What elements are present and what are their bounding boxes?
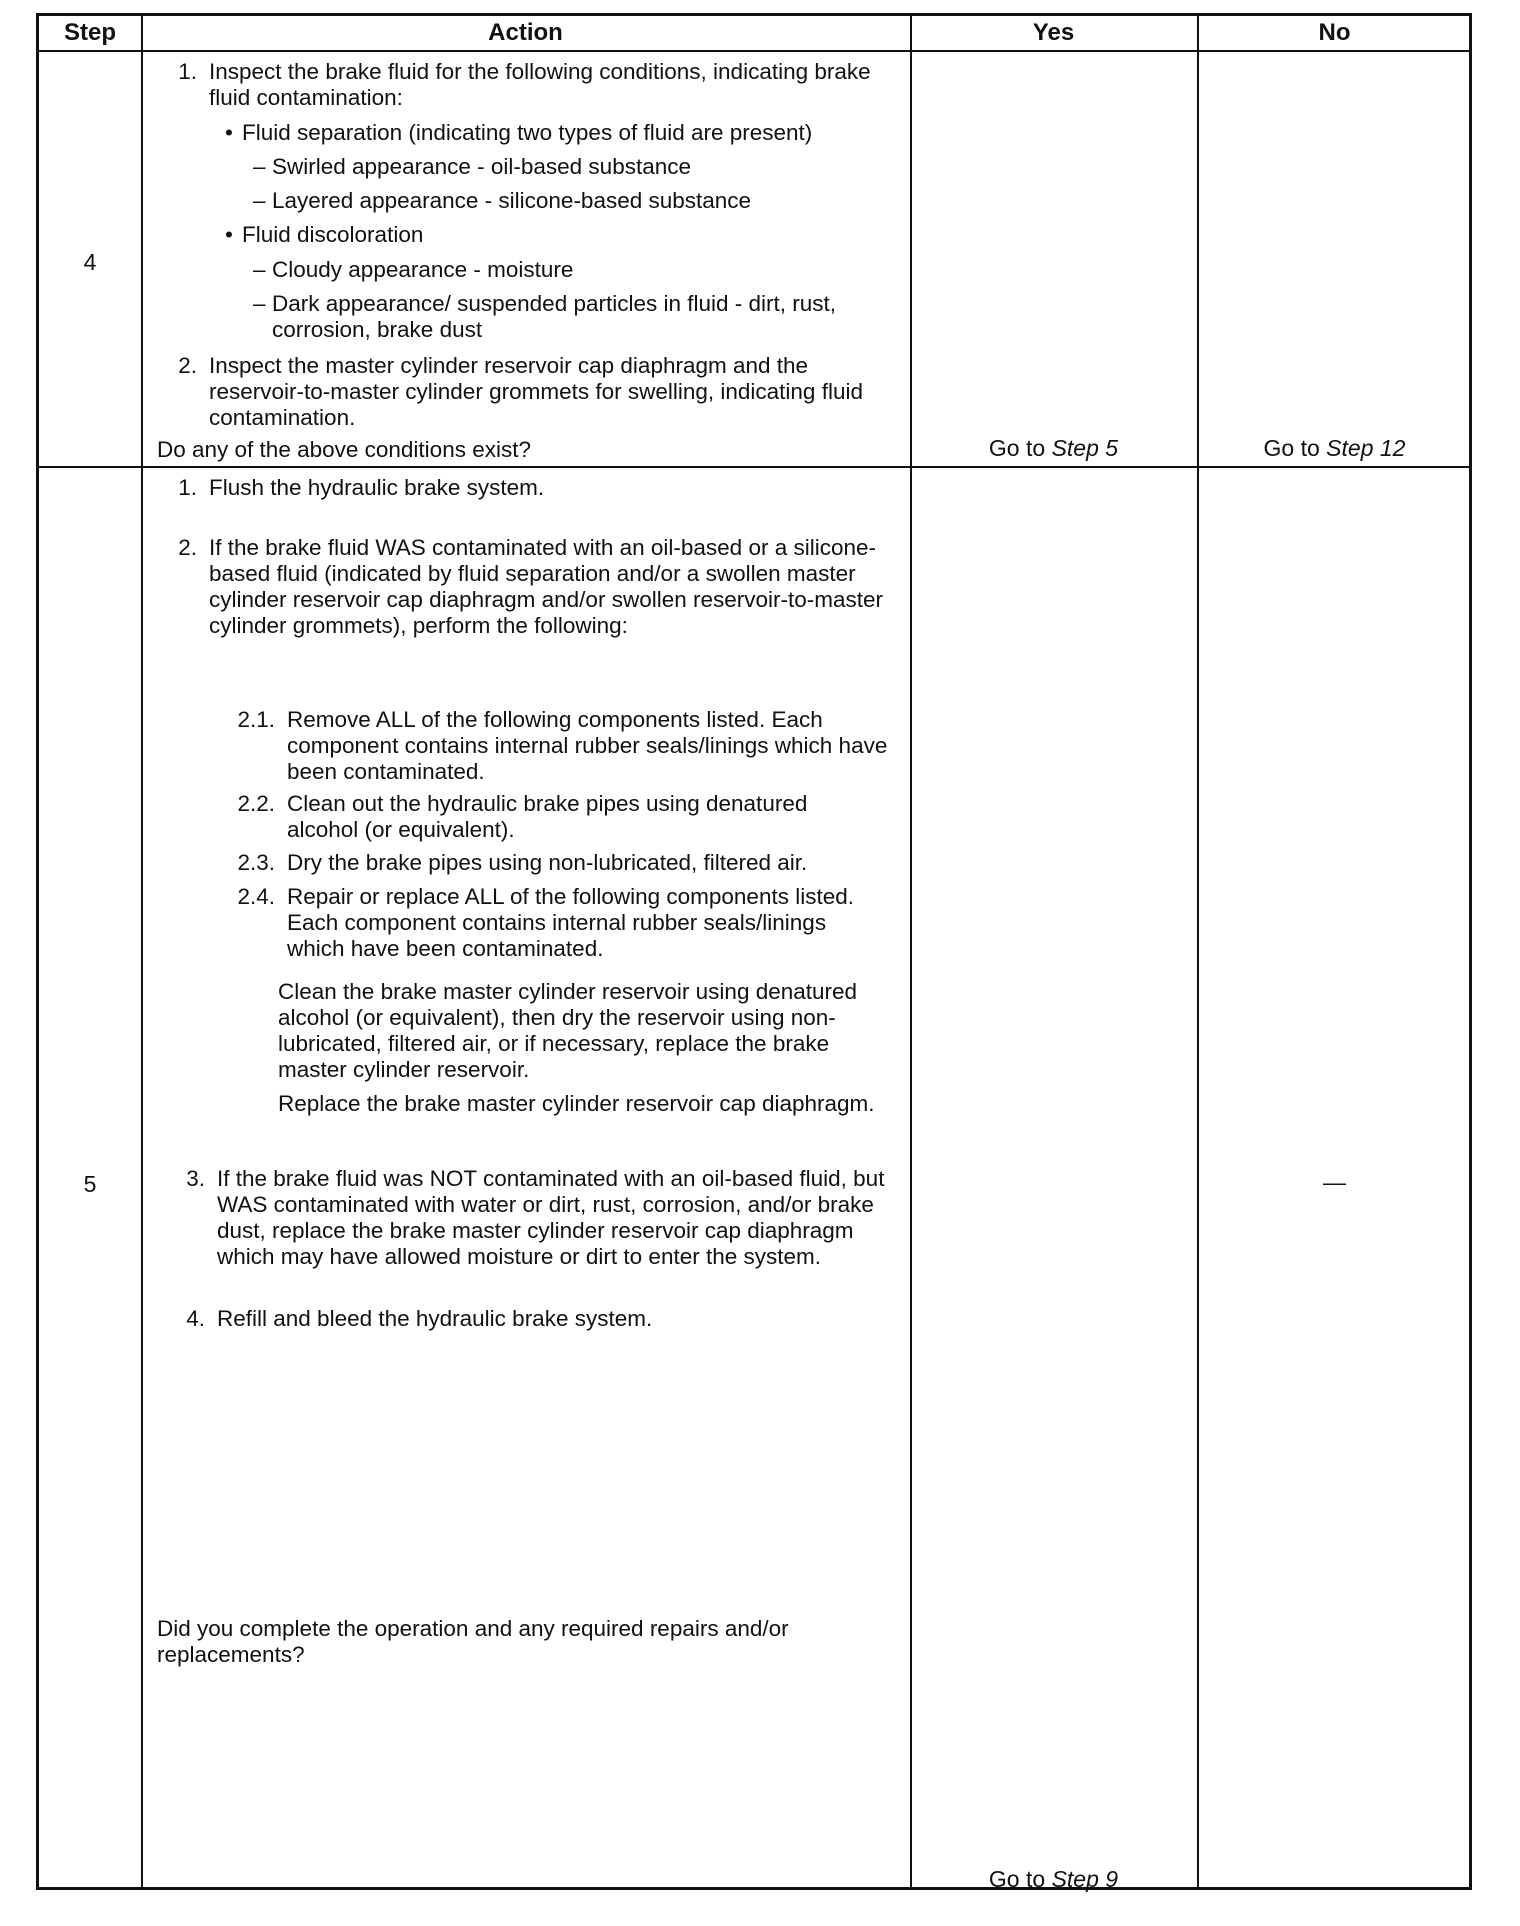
header-action: Action <box>488 19 563 46</box>
question-text: Did you complete the operation and any required repairs and/or replacements? <box>157 1616 789 1667</box>
yes-goto-link[interactable]: Go to Step 5 <box>988 435 1119 461</box>
question-text: Do any of the above conditions exist? <box>157 437 531 462</box>
yes-goto-link[interactable]: Go to Step 9 <box>988 1866 1119 1892</box>
note-paragraph: Clean the brake master cylinder reservoir using denatured alcohol (or equivalent), then dry the reservoir using non-lubricated, filtered air, or if necessary, replace the brake master cylinder reservoir. <box>278 979 858 1082</box>
header-yes: Yes <box>1032 19 1075 46</box>
diagnostic-table: Step Action Yes No 4 1. Inspect the brake fluid for the following conditions, indicating brake fluid contamination: • Fluid separation (indicating two types of fluid are present) – Swirled appearance - oil-based substance – Layered appearance - silicone-based substance • Fluid discoloration – Cloudy appearance - moisture – Dark appearance/ suspended particles in fluid - dirt, rust, corrosion, brake dust 2. Inspect the master cylinder reservoir cap diaphragm and the reservoir-to-master cylinder grommets for swelling, indicating fluid contamination. Do any of the above conditions exist? Go to Step 5 Go to Step 12 5 1. Flush the hydraulic brake system. 2. If the brake fluid WAS contaminated with an oil-based or a silicone-based fluid (indicated by fluid separation and/or a swollen master cylinder reservoir cap diaphragm and/or swollen reservoir-to-master cylinder grommets), perform the following: 2.1. Remove ALL of the following components listed. Each component contains internal rubber seals/linings which have been contaminated. 2.2. Clean out the hydraulic brake pipes using denatured alcohol (or equivalent). 2.3. Dry the brake pipes using non-lubricated, filtered air. 2.4. Repair or replace ALL of the following components listed. Each component contains internal rubber seals/linings which have been contaminated. Clean the brake master cylinder reservoir using denatured alcohol (or equivalent), then dry the reservoir using non-lubricated, filtered air, or if necessary, replace the brake master cylinder reservoir. Replace the brake master cylinder reservoir cap diaphragm. 3. If the brake fluid was NOT contaminated with an oil-based fluid, but WAS contaminated with water or dirt, rust, corrosion, and/or brake dust, replace the brake master cylinder reservoir cap diaphragm which may have allowed moisture or dirt to enter the system. 4. Refill and bleed the hydraulic brake system. Did you complete the operation and any required repairs and/or replacements? Go to Step 9 — <box>36 13 1472 1890</box>
header-no: No <box>1318 19 1351 46</box>
note-paragraph: Replace the brake master cylinder reservoir cap diaphragm. <box>278 1091 875 1116</box>
row-divider <box>39 466 1469 468</box>
column-divider <box>141 16 143 1887</box>
header-divider <box>39 50 1469 52</box>
step-number: 4 <box>83 249 97 275</box>
no-goto-link[interactable]: Go to Step 12 <box>1263 435 1406 461</box>
step-number: 5 <box>83 1171 97 1197</box>
header-step: Step <box>63 19 116 46</box>
column-divider <box>910 16 912 1887</box>
column-divider <box>1197 16 1199 1887</box>
no-dash: — <box>1323 1169 1346 1195</box>
